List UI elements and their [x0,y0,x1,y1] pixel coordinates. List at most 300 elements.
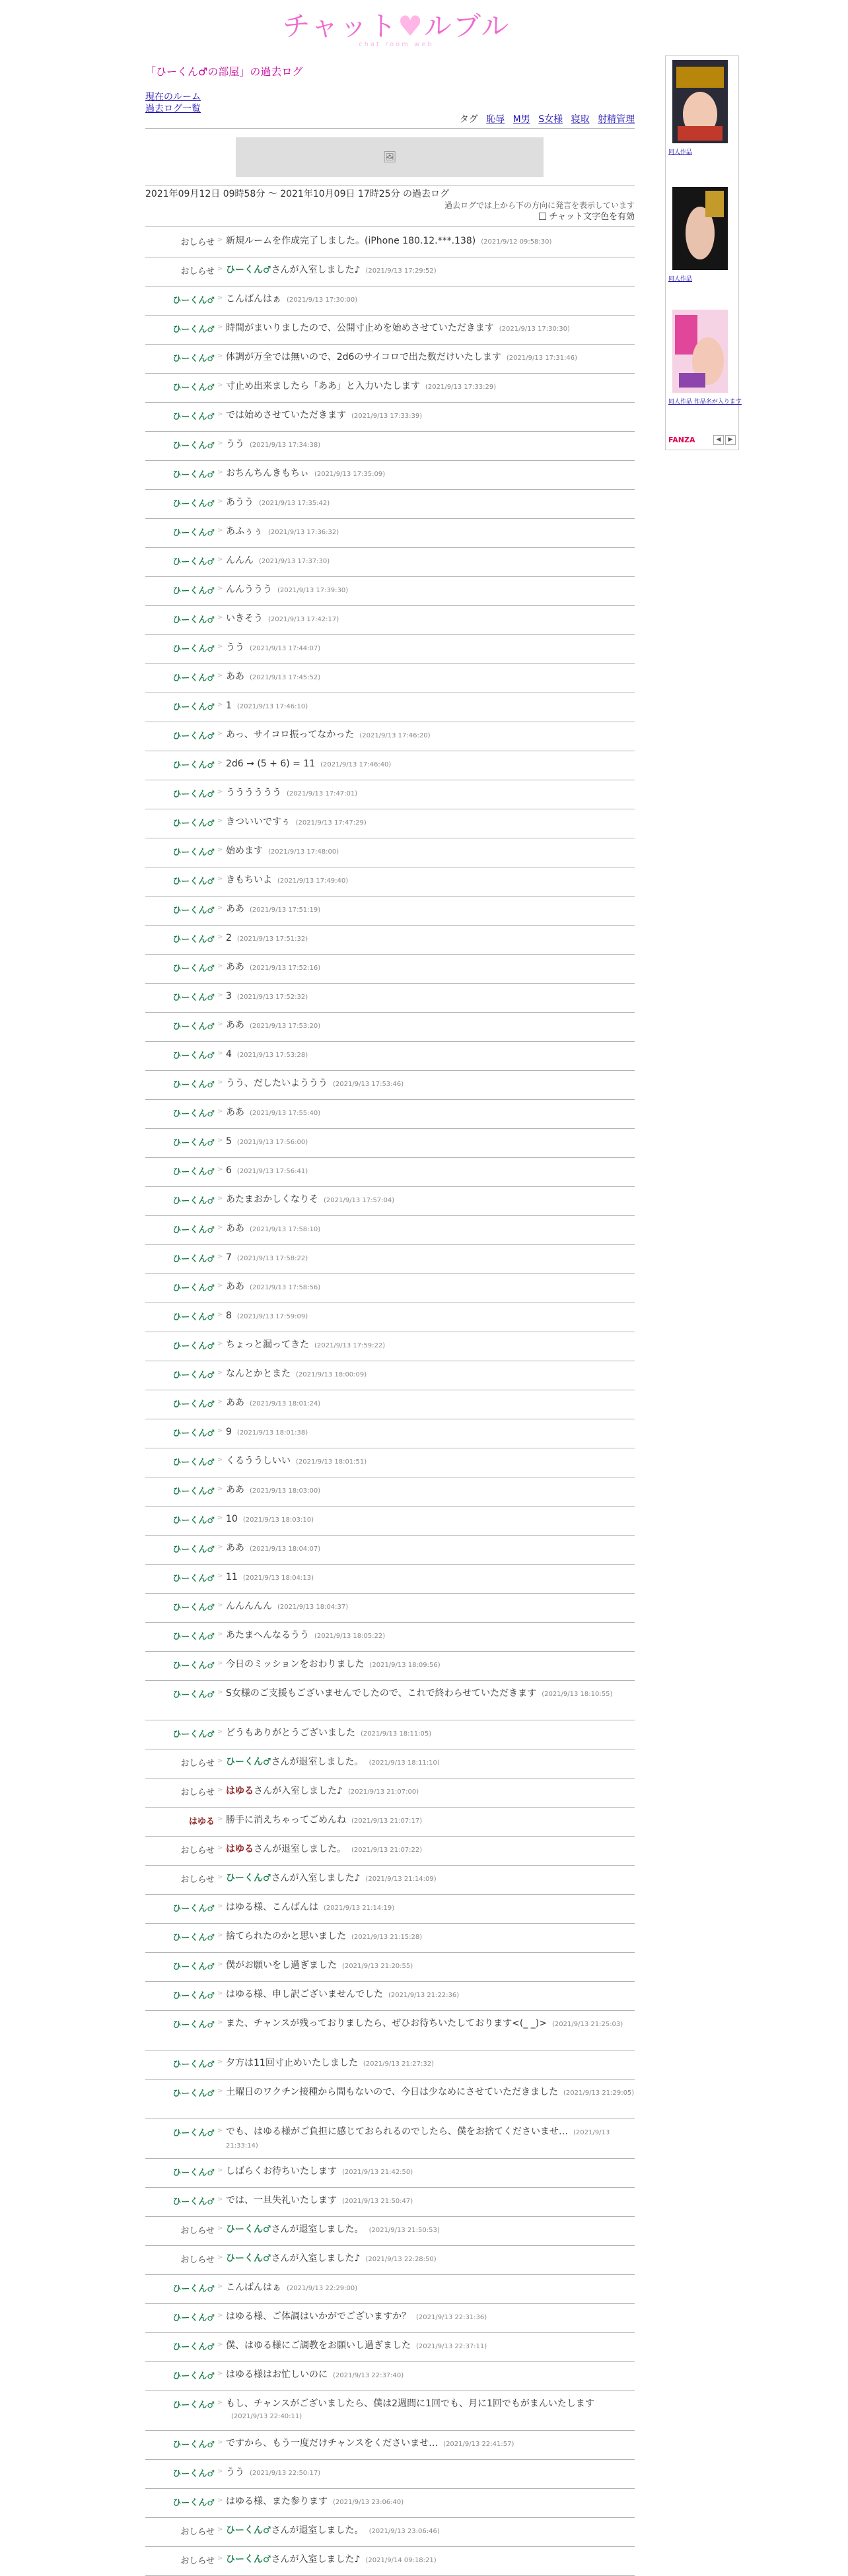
message-body [226,874,635,887]
message-timestamp: (2021/9/13 17:42:17) [268,616,339,623]
message-text: では、一旦失礼いたします [226,2195,337,2206]
message-speaker[interactable]: はゆる [188,1817,215,1827]
message-timestamp: (2021/9/13 17:47:01) [287,790,358,797]
message-row [145,2489,635,2518]
message-text: はゆる様、また参ります [226,2496,328,2507]
message-timestamp: (2021/9/13 17:31:46) [506,355,578,362]
separator-icon: > [217,1689,223,1696]
message-speaker[interactable]: ひーくん♂ [172,2020,215,2030]
message-text: あたまへんなるうう [226,1630,309,1641]
message-speaker[interactable]: ひーくん♂ [172,2469,215,2479]
message-text: こんばんはぁ [226,294,281,304]
message-timestamp: (2021/9/13 17:37:30) [259,558,330,565]
message-body [226,700,635,713]
message-speaker[interactable]: ひーくん♂ [172,470,215,480]
fanza-logo[interactable]: FANZA [668,436,695,444]
message-row [145,1536,635,1565]
message-row [145,1187,635,1216]
message-speaker[interactable]: ひーくん♂ [172,1574,215,1584]
message-row [145,955,635,984]
message-speaker[interactable]: ひーくん♂ [172,2342,215,2352]
message-body [226,932,635,945]
separator-icon: > [217,294,223,302]
tag-list [145,112,635,125]
message-timestamp: (2021/9/13 18:10:55) [542,1691,613,1698]
message-speaker[interactable]: ひーくん♂ [172,2060,215,2070]
separator-icon: > [217,1311,223,1318]
message-speaker[interactable]: ひーくん♂ [172,1487,215,1497]
message-text: ああ [226,1281,244,1292]
message-text: ああ [226,1020,244,1031]
message-row [145,1071,635,1100]
message-text: んんううう [226,584,272,595]
message-timestamp: (2021/9/13 17:30:00) [287,296,358,304]
message-row [145,1623,635,1652]
message-text: うう [226,642,244,653]
message-row [145,228,635,257]
separator-icon: > [217,643,223,650]
message-text: 7 [226,1252,232,1263]
message-timestamp: (2021/9/13 21:07:00) [347,1788,419,1796]
message-row [145,1749,635,1779]
separator-icon: > [217,2341,223,2348]
message-speaker[interactable]: ひーくん♂ [172,1933,215,1943]
message-speaker[interactable]: ひーくん♂ [172,877,215,887]
message-text: うう [226,2467,244,2478]
message-timestamp: (2021/9/13 17:51:32) [236,935,308,943]
message-speaker[interactable]: ひーくん♂ [172,412,215,422]
message-row [145,1332,635,1361]
message-row [145,2460,635,2489]
message-text: 10 [226,1514,238,1524]
message-speaker[interactable]: ひーくん♂ [172,2371,215,2381]
message-row [145,2362,635,2391]
message-speaker[interactable]: ひーくん♂ [172,906,215,916]
message-row [145,1681,635,1720]
message-body [226,1687,635,1701]
message-speaker[interactable]: ひーくん♂ [172,2400,215,2410]
message-row [145,1895,635,1924]
next-button[interactable]: ▶ [725,435,736,445]
message-speaker[interactable]: ひーくん♂ [172,586,215,596]
message-row [145,2119,635,2159]
message-row [145,2246,635,2275]
message-speaker[interactable]: ひーくん♂ [172,383,215,393]
message-body [226,1600,635,1613]
separator-icon: > [217,1050,223,1057]
message-text: さんが退室しました。 [254,1844,346,1854]
message-row [145,2304,635,2333]
separator-icon: > [217,701,223,708]
message-timestamp: (2021/9/12 09:58:30) [481,238,552,246]
message-speaker[interactable]: ひーくん♂ [172,644,215,654]
message-speaker[interactable]: ひーくん♂ [172,325,215,335]
message-timestamp: (2021/9/13 21:14:19) [324,1905,395,1912]
message-row [145,2011,635,2051]
separator-icon: > [217,1932,223,1939]
separator-icon: > [217,1631,223,1638]
message-speaker[interactable]: ひーくん♂ [172,1196,215,1206]
ad-image[interactable] [672,310,728,393]
message-text: 始めます [226,846,263,856]
message-user-name: ひーくん♂ [226,2525,271,2536]
message-speaker[interactable]: ひーくん♂ [172,1429,215,1439]
message-row [145,635,635,664]
message-row [145,2431,635,2460]
separator-icon: > [217,353,223,360]
separator-icon: > [217,904,223,912]
message-speaker[interactable]: ひーくん♂ [172,441,215,451]
message-speaker[interactable]: ひーくん♂ [172,528,215,538]
message-speaker[interactable]: ひーくん♂ [172,1516,215,1526]
message-text: 9 [226,1427,232,1437]
message-speaker[interactable]: ひーくん♂ [172,296,215,306]
current-room-link[interactable]: 現在のルーム [145,92,201,102]
tag-link[interactable]: S女様 [538,114,563,125]
separator-icon: > [217,1340,223,1347]
message-row [145,1013,635,1042]
message-speaker[interactable]: ひーくん♂ [172,702,215,712]
message-speaker[interactable]: ひーくん♂ [172,2168,215,2178]
message-timestamp: (2021/9/13 18:04:37) [277,1604,349,1611]
message-body [226,1901,635,1915]
message-timestamp: (2021/9/13 22:40:11) [231,2413,302,2420]
message-row [145,257,635,287]
message-body [226,642,635,655]
message-timestamp: (2021/9/13 17:53:28) [236,1052,308,1059]
message-body [226,1629,635,1643]
separator-icon: > [217,265,223,273]
message-speaker[interactable]: ひーくん♂ [172,731,215,741]
separator-icon: > [217,2254,223,2261]
message-speaker[interactable]: ひーくん♂ [172,1312,215,1322]
message-row [145,780,635,809]
message-text: 新規ルームを作成完了しました。(iPhone 180.12.***.138) [226,236,476,246]
message-row [145,345,635,374]
message-body [226,1513,635,1526]
separator-icon: > [217,1253,223,1260]
ad-caption[interactable]: 同人作品 [668,149,693,156]
message-text: さんが入室しました♪ [271,2253,361,2264]
separator-icon: > [217,2399,223,2406]
separator-icon: > [217,2468,223,2475]
message-speaker[interactable]: ひーくん♂ [172,848,215,858]
message-body [226,235,635,248]
ad-banner[interactable] [236,137,544,177]
ad-caption[interactable]: 同人作品 [668,276,693,283]
message-row [145,751,635,780]
message-speaker[interactable]: ひーくん♂ [172,2440,215,2450]
message-body [226,438,635,452]
message-speaker[interactable]: ひーくん♂ [172,499,215,509]
message-timestamp: (2021/9/13 17:33:29) [425,384,497,391]
message-row [145,1866,635,1895]
separator-icon: > [217,1757,223,1765]
message-body [226,264,635,277]
message-text: きもちいよ [226,875,272,885]
message-timestamp: (2021/9/13 21:14:09) [365,1876,437,1883]
separator-icon: > [217,1543,223,1551]
message-timestamp: (2021/9/13 22:29:00) [287,2285,358,2292]
message-speaker[interactable]: ひーくん♂ [172,673,215,683]
message-row [145,2217,635,2246]
message-speaker[interactable]: ひーくん♂ [172,1051,215,1061]
message-speaker: おしらせ [180,2255,215,2265]
message-text: ああ [226,671,244,682]
message-body [226,990,635,1003]
message-speaker[interactable]: ひーくん♂ [172,1022,215,1032]
tag-link[interactable]: M男 [512,114,530,125]
message-body [226,2369,635,2382]
message-timestamp: (2021/9/13 18:01:38) [236,1429,308,1437]
message-row [145,1100,635,1129]
message-text: 2 [226,933,232,943]
message-row [145,1652,635,1681]
message-text: でも、はゆる様がご負担に感じておられるのでしたら、僕をお捨てくださいませ… [226,2126,568,2137]
message-speaker[interactable]: ひーくん♂ [172,2498,215,2508]
message-text: ああ [226,962,244,972]
message-speaker[interactable]: ひーくん♂ [172,1904,215,1914]
message-row [145,1507,635,1536]
message-speaker[interactable]: ひーくん♂ [172,1138,215,1148]
message-timestamp: (2021/9/13 18:00:09) [296,1371,367,1378]
tag-link[interactable]: 寝取 [571,114,590,125]
message-row [145,1953,635,1982]
message-speaker[interactable]: ひーくん♂ [172,1730,215,1740]
message-speaker[interactable]: ひーくん♂ [172,557,215,567]
separator-icon: > [217,2370,223,2377]
message-speaker[interactable]: ひーくん♂ [172,1991,215,2001]
divider [145,185,635,186]
message-speaker[interactable]: ひーくん♂ [172,615,215,625]
message-body [226,2086,635,2099]
message-text: さんが退室しました。 [271,1757,364,1767]
message-timestamp: (2021/9/13 21:27:32) [363,2060,434,2068]
message-speaker[interactable]: ひーくん♂ [172,1400,215,1409]
message-speaker: おしらせ [180,2527,215,2537]
message-speaker[interactable]: ひーくん♂ [172,2197,215,2207]
past-log-list-link[interactable]: 過去ログ一覧 [145,104,201,114]
message-timestamp: (2021/9/13 17:55:40) [250,1110,321,1117]
message-timestamp: (2021/9/13 17:52:32) [236,994,308,1001]
message-speaker[interactable]: ひーくん♂ [172,2128,215,2138]
main-content [145,63,635,2566]
message-speaker[interactable]: ひーくん♂ [172,1109,215,1119]
message-body [226,2165,635,2179]
message-speaker[interactable]: ひーくん♂ [172,1690,215,1700]
separator-icon: > [217,469,223,476]
message-body [226,1959,635,1973]
message-speaker[interactable]: ひーくん♂ [172,1080,215,1090]
color-toggle[interactable] [539,212,635,222]
message-body [226,555,635,568]
message-timestamp: (2021/9/13 22:31:36) [416,2314,487,2321]
message-body [226,961,635,974]
separator-icon: > [217,1079,223,1086]
message-text: 夕方は11回寸止めいたしました [226,2058,358,2068]
message-row [145,1720,635,1749]
message-body [226,1397,635,1410]
message-timestamp: (2021/9/13 22:37:11) [416,2343,487,2350]
message-speaker[interactable]: ひーくん♂ [172,819,215,829]
message-row [145,1477,635,1507]
message-text: あたまおかしくなりそ [226,1194,318,1205]
message-timestamp: (2021/9/13 22:28:50) [365,2256,437,2263]
message-row [145,897,635,926]
message-speaker[interactable]: ひーくん♂ [172,935,215,945]
message-speaker[interactable]: ひーくん♂ [172,1167,215,1177]
message-text: 時間がまいりましたので、公開寸止めを始めさせていただきます [226,323,494,333]
message-text: くるううしいい [226,1456,291,1466]
message-row [145,1390,635,1419]
checkbox-icon[interactable] [539,213,546,220]
message-row [145,2275,635,2304]
message-text: さんが入室しました♪ [254,1786,343,1796]
message-row [145,1361,635,1390]
separator-icon: > [217,2526,223,2533]
message-timestamp: (2021/9/13 17:51:19) [250,906,321,914]
message-speaker[interactable]: ひーくん♂ [172,761,215,770]
message-text: ああ [226,1107,244,1118]
message-row [145,1594,635,1623]
separator-icon: > [217,2497,223,2504]
message-text: はゆる様はお忙しいのに [226,2369,328,2380]
message-body [226,758,635,771]
message-body [226,293,635,306]
message-body [226,1930,635,1944]
message-text: 11 [226,1572,238,1582]
message-timestamp: (2021/9/13 23:06:40) [333,2499,404,2506]
separator-icon: > [217,672,223,679]
message-text: 勝手に消えちゃってごめんね [226,1815,346,1825]
message-text: 体調が万全では無いので、2d6のサイコロで出た数だけいたします [226,352,501,362]
message-body [226,409,635,423]
message-text: もし、チャンスがございましたら、僕は2週間に1回でも、月に1回でもがまんいたします [226,2398,594,2409]
image-icon: 🖼 [382,151,397,163]
message-body [226,2525,635,2538]
message-timestamp: (2021/9/13 17:30:30) [499,325,570,333]
message-timestamp: (2021/9/13 17:47:29) [295,819,367,827]
message-speaker[interactable]: ひーくん♂ [172,964,215,974]
message-speaker[interactable]: ひーくん♂ [172,2313,215,2323]
separator-icon: > [217,527,223,534]
message-body [226,1310,635,1323]
message-speaker[interactable]: ひーくん♂ [172,1632,215,1642]
ad-image[interactable] [672,60,728,143]
message-body [226,1339,635,1352]
message-timestamp: (2021/9/13 23:06:46) [369,2528,440,2535]
message-row [145,664,635,693]
message-text: 2d6 → (5 + 6) = 11 [226,759,316,769]
message-timestamp: (2021/9/14 09:18:21) [365,2557,437,2564]
separator-icon: > [217,1282,223,1289]
message-text: はゆる様、こんばんは [226,1902,318,1913]
separator-icon: > [217,1786,223,1794]
separator-icon: > [217,236,223,244]
message-row [145,1982,635,2011]
message-row [145,1779,635,1808]
message-speaker[interactable]: ひーくん♂ [172,1603,215,1613]
message-speaker[interactable]: ひーくん♂ [172,790,215,799]
message-user-name: ひーくん♂ [226,2224,271,2235]
sidebar-ads [665,55,742,450]
tag-link[interactable]: 射精管理 [598,114,635,125]
message-text: 4 [226,1049,232,1060]
message-body [226,1542,635,1555]
message-timestamp: (2021/9/13 17:29:52) [365,267,437,275]
message-speaker[interactable]: ひーくん♂ [172,1225,215,1235]
message-body [226,496,635,510]
message-body [226,1368,635,1381]
message-body [226,1785,635,1798]
message-speaker[interactable]: ひーくん♂ [172,1254,215,1264]
separator-icon: > [217,1660,223,1667]
message-user-name: ひーくん♂ [226,1873,271,1883]
message-speaker[interactable]: ひーくん♂ [172,1962,215,1972]
message-timestamp: (2021/9/13 18:04:13) [242,1575,314,1582]
message-body [226,1843,635,1856]
message-timestamp: (2021/9/13 22:37:40) [333,2372,404,2379]
site-logo[interactable] [274,9,518,55]
separator-icon: > [217,411,223,418]
message-timestamp: (2021/9/13 21:29:05) [563,2089,635,2097]
message-body [226,1019,635,1033]
message-row [145,722,635,751]
message-text: いきそう [226,613,263,624]
message-body [226,1455,635,1468]
prev-button[interactable]: ◀ [713,435,724,445]
message-speaker[interactable]: ひーくん♂ [172,2089,215,2099]
message-speaker[interactable]: ひーくん♂ [172,2284,215,2294]
message-speaker[interactable]: ひーくん♂ [172,1458,215,1468]
ad-caption[interactable]: 同人作品 作品名が入ります [668,399,742,405]
message-timestamp: (2021/9/13 21:50:47) [342,2198,413,2205]
message-text: 今日のミッションをおわりました [226,1659,365,1670]
message-body [226,2495,635,2509]
message-row [145,2333,635,2362]
message-text: 5 [226,1136,232,1147]
message-row [145,461,635,490]
message-speaker[interactable]: ひーくん♂ [172,354,215,364]
separator-icon: > [217,1874,223,1881]
message-speaker[interactable]: ひーくん♂ [172,993,215,1003]
separator-icon: > [217,1903,223,1910]
message-body [226,2126,635,2152]
message-speaker[interactable]: ひーくん♂ [172,1661,215,1671]
separator-icon: > [217,382,223,389]
message-timestamp: (2021/9/13 21:50:53) [369,2227,440,2234]
message-timestamp: (2021/9/13 18:03:10) [242,1516,314,1524]
separator-icon: > [217,933,223,941]
message-user-name: ひーくん♂ [226,2253,271,2264]
message-timestamp: (2021/9/13 17:58:56) [250,1284,321,1291]
ad-image[interactable] [672,187,728,270]
message-body [226,1048,635,1062]
message-body [226,1571,635,1584]
separator-icon: > [217,1369,223,1376]
message-body [226,2554,635,2567]
message-speaker[interactable]: ひーくん♂ [172,1545,215,1555]
message-speaker[interactable]: ひーくん♂ [172,1283,215,1293]
separator-icon: > [217,2058,223,2066]
message-log [145,228,635,2576]
message-text: 1 [226,700,232,711]
tag-link[interactable]: 恥辱 [486,114,505,125]
message-text: きついいですぅ [226,817,291,827]
message-speaker[interactable]: ひーくん♂ [172,1371,215,1380]
message-speaker[interactable]: ひーくん♂ [172,1341,215,1351]
separator-icon: > [217,1845,223,1852]
